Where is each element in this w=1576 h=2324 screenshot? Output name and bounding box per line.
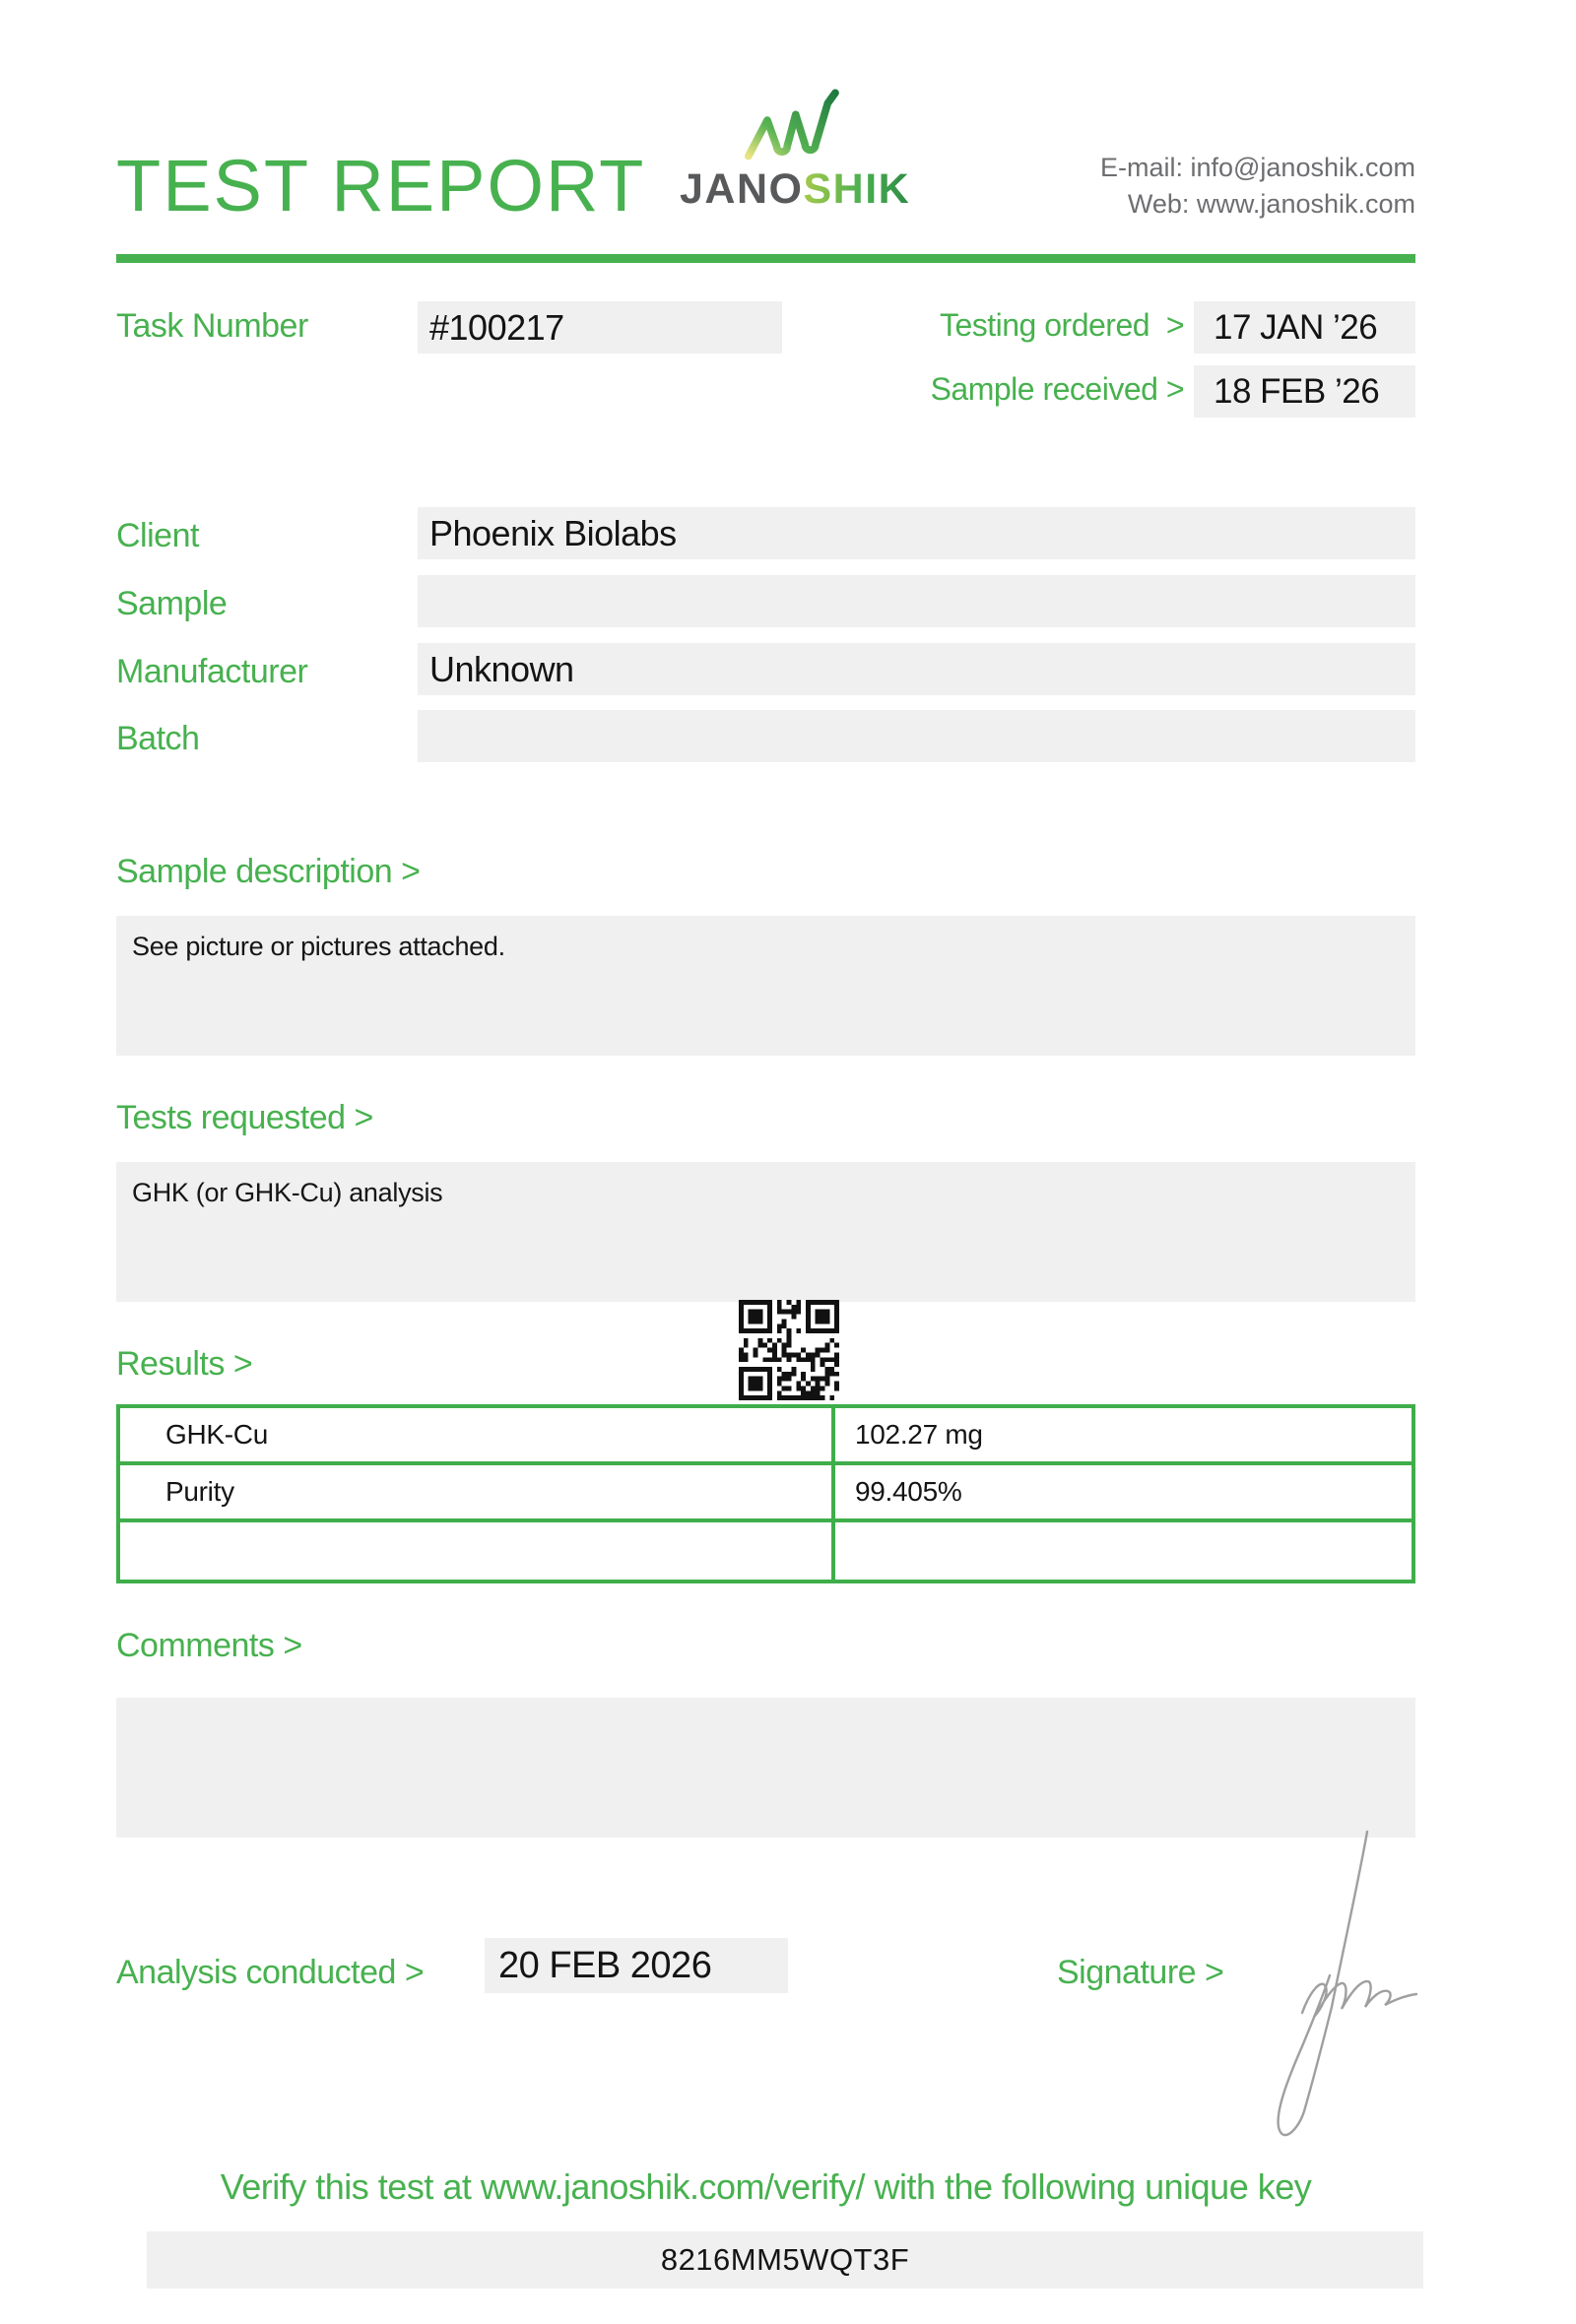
result-name: GHK-Cu xyxy=(118,1406,833,1463)
tests-requested-text: GHK (or GHK-Cu) analysis xyxy=(132,1178,443,1207)
task-number-label: Task Number xyxy=(116,307,308,345)
signature-label: Signature > xyxy=(1057,1954,1224,1991)
result-value xyxy=(833,1520,1413,1582)
testing-ordered-label: Testing ordered > xyxy=(939,307,1184,343)
tests-requested-heading: Tests requested > xyxy=(116,1099,373,1136)
logo-wordmark xyxy=(680,165,910,214)
testing-ordered-value: 17 JAN ’26 xyxy=(1214,308,1378,347)
signature-image xyxy=(1269,1820,1431,2160)
task-number-value: #100217 xyxy=(429,307,564,348)
logo-text-green: SHIK xyxy=(803,165,911,213)
result-name xyxy=(118,1520,833,1582)
table-row xyxy=(118,1463,1413,1520)
logo-text-gray: JANO xyxy=(680,165,804,213)
client-value: Phoenix Biolabs xyxy=(429,513,677,553)
analysis-date-value: 20 FEB 2026 xyxy=(498,1945,712,1986)
result-value: 99.405% xyxy=(833,1463,1413,1520)
verify-key-box xyxy=(147,2231,1423,2289)
tests-requested-box xyxy=(116,1162,1415,1302)
manufacturer-field xyxy=(418,643,1415,695)
results-table xyxy=(116,1404,1415,1583)
contact-info xyxy=(1100,150,1415,223)
manufacturer-value: Unknown xyxy=(429,649,574,689)
logo-chart-icon xyxy=(731,77,849,167)
page-title: TEST REPORT xyxy=(116,145,646,226)
sample-field xyxy=(418,575,1415,627)
sample-received-field xyxy=(1194,365,1415,418)
comments-heading: Comments > xyxy=(116,1627,302,1664)
comments-text xyxy=(116,1698,1415,1713)
contact-email: E-mail: info@janoshik.com xyxy=(1099,153,1415,182)
sample-description-heading: Sample description > xyxy=(116,853,421,890)
verify-key-value: 8216MM5WQT3F xyxy=(660,2242,910,2277)
sample-description-box xyxy=(116,916,1415,1056)
sample-label: Sample xyxy=(116,585,228,622)
task-number-field xyxy=(418,301,782,354)
testing-ordered-field xyxy=(1194,301,1415,354)
verify-instruction: Verify this test at www.janoshik.com/verify/ with the following unique key xyxy=(220,2166,1312,2207)
batch-label: Batch xyxy=(116,720,200,757)
sample-received-label: Sample received > xyxy=(930,371,1184,407)
table-row xyxy=(118,1520,1413,1582)
sample-description-text: See picture or pictures attached. xyxy=(132,932,505,961)
table-row xyxy=(118,1406,1413,1463)
client-label: Client xyxy=(116,517,199,554)
header-divider xyxy=(116,254,1415,263)
comments-box xyxy=(116,1698,1415,1838)
contact-web: Web: www.janoshik.com xyxy=(1127,189,1415,219)
analysis-conducted-label: Analysis conducted > xyxy=(116,1954,425,1991)
sample-received-value: 18 FEB ’26 xyxy=(1214,372,1380,411)
manufacturer-label: Manufacturer xyxy=(116,653,308,690)
analysis-date-field xyxy=(485,1938,788,1993)
result-name: Purity xyxy=(118,1463,833,1520)
result-value: 102.27 mg xyxy=(833,1406,1413,1463)
client-field xyxy=(418,507,1415,559)
qr-code xyxy=(739,1300,839,1400)
batch-field xyxy=(418,710,1415,762)
results-heading: Results > xyxy=(116,1345,253,1383)
